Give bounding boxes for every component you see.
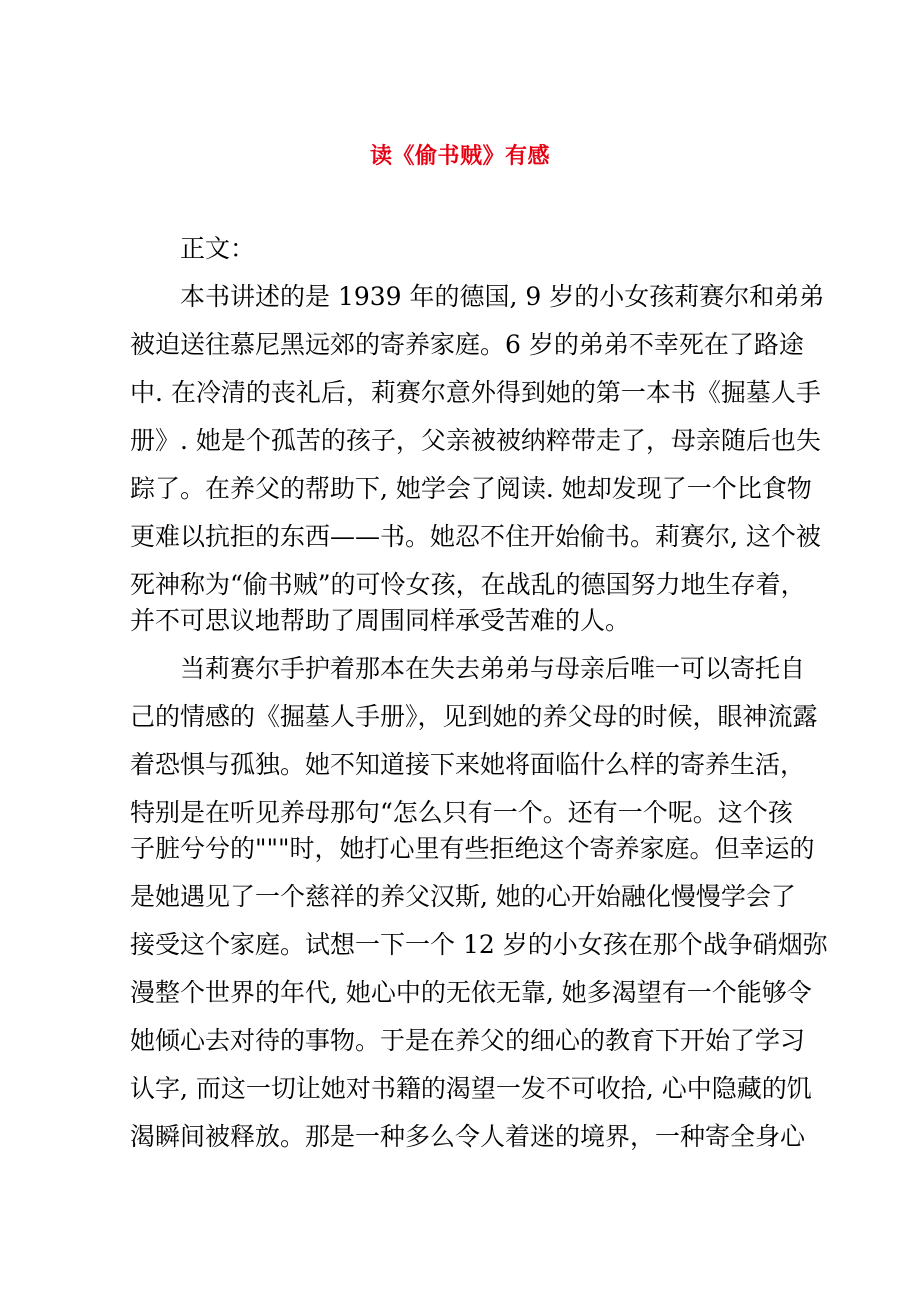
paragraph-2-line: 当莉赛尔手护着那本在失去弟弟与母亲后唯一可以寄托自 — [180, 654, 806, 683]
paragraph-2-line: 认字, 而这一切让她对书籍的渴望一发不可收拾, 心中隐藏的饥 — [130, 1074, 812, 1103]
paragraph-2-line: 她倾心去对待的事物。于是在养父的细心的教育下开始了学习 — [130, 1026, 806, 1055]
paragraph-2-line: 渴瞬间被释放。那是一种多么令人着迷的境界，一种寄全身心 — [130, 1122, 806, 1151]
paragraph-1-line: 更难以抗拒的东西——书。她忍不住开始偷书。莉赛尔, 这个被 — [130, 522, 821, 551]
paragraph-2-line: 着恐惧与孤独。她不知道接下来她将面临什么样的寄养生活， — [130, 750, 806, 779]
paragraph-2-line: 是她遇见了一个慈祥的养父汉斯, 她的心开始融化慢慢学会了 — [130, 882, 796, 911]
paragraph-2-line: 漫整个世界的年代, 她心中的无依无靠, 她多渴望有一个能够令 — [130, 978, 812, 1007]
paragraph-2-line: 特别是在听见养母那句“怎么只有一个。还有一个呢。这个孩 — [130, 798, 793, 827]
text-line: 正文： — [180, 234, 256, 263]
paragraph-1-line: 本书讲述的是 1939 年的德国, 9 岁的小女孩莉赛尔和弟弟 — [180, 282, 825, 311]
paragraph-2-line: 子脏兮兮的"""时，她打心里有些拒绝这个寄养家庭。但幸运的 — [130, 834, 815, 863]
paragraph-2-line: 己的情感的《掘墓人手册》，见到她的养父母的时候，眼神流露 — [130, 702, 818, 731]
paragraph-1-line: 踪了。在养父的帮助下, 她学会了阅读. 她却发现了一个比食物 — [130, 474, 812, 503]
paragraph-1-line: 并不可思议地帮助了周围同样承受苦难的人。 — [130, 606, 631, 635]
paragraph-2-line: 接受这个家庭。试想一下一个 12 岁的小女孩在那个战争硝烟弥 — [130, 930, 828, 959]
document-title: 读《偷书贼》有感 — [369, 144, 550, 169]
paragraph-1-line: 死神称为“偷书贼”的可怜女孩，在战乱的德国努力地生存着， — [130, 570, 806, 599]
paragraph-1-line: 册》. 她是个孤苦的孩子，父亲被被纳粹带走了，母亲随后也失 — [130, 426, 821, 455]
paragraph-1-line: 中. 在冷清的丧礼后，莉赛尔意外得到她的第一本书《掘墓人手 — [130, 378, 821, 407]
paragraph-1-line: 被迫送往慕尼黑远郊的寄养家庭。6 岁的弟弟不幸死在了路途 — [130, 330, 804, 359]
